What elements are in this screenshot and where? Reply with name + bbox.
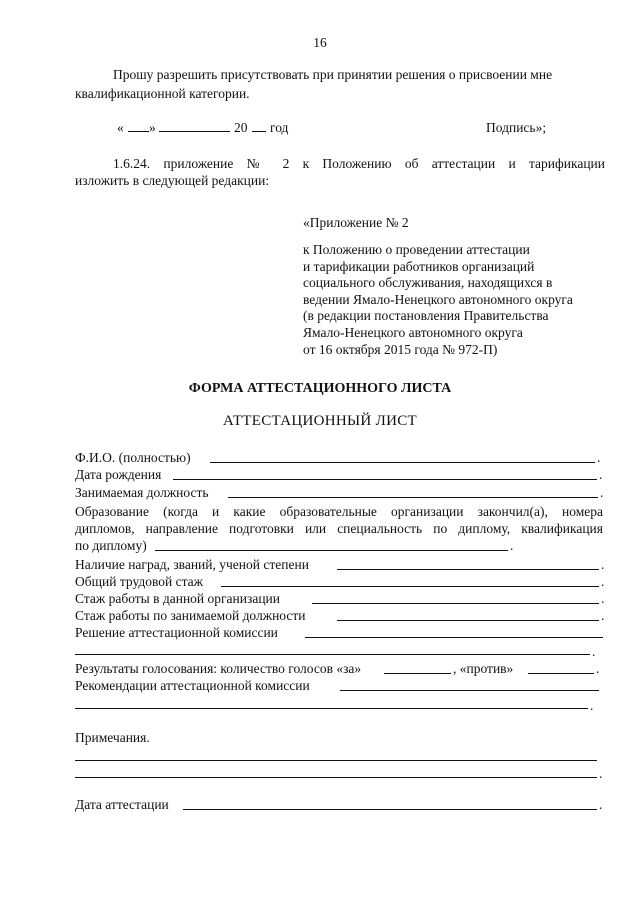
commission-decision-dot: . [592,644,596,659]
awards-field [75,556,605,573]
birth-date-input-line[interactable] [173,479,597,480]
commission-decision-input-line-2[interactable] [75,654,590,655]
org-experience-label: Стаж работы в данной организации [75,591,280,606]
total-experience-label: Общий трудовой стаж [75,574,203,589]
notes-label: Примечания. [75,730,150,745]
recommendations-input-line-2[interactable] [75,708,588,709]
recommendations-field [75,677,605,694]
appendix-line: к Положению о проведении аттестации [303,242,530,257]
attestation-date-label: Дата аттестации [75,797,169,812]
quote-close: » [149,120,156,135]
voting-against-label: , «против» [453,661,514,676]
appendix-line: (в редакции постановления Правительства [303,308,549,324]
education-input-line[interactable] [155,550,508,551]
commission-decision-field [75,624,605,641]
education-label-line2: дипломов, направление подготовки или специальность по диплому, квалификация [75,521,603,536]
position-field [75,484,605,501]
position-dot: . [600,485,604,500]
votes-for-input-line[interactable] [384,673,451,674]
recommendations-label: Рекомендации аттестационной комиссии [75,678,310,693]
attestation-date-dot: . [599,797,603,812]
votes-against-input-line[interactable] [528,673,594,674]
awards-dot: . [601,557,605,572]
page-number: 16 [313,35,327,50]
notes-dot: . [599,766,603,781]
recommendations-input-line[interactable] [340,690,599,691]
position-input-line[interactable] [228,497,598,498]
position-experience-input-line[interactable] [337,620,599,621]
notes-input-line-1[interactable] [75,760,597,761]
month-blank[interactable] [159,131,230,132]
total-experience-dot: . [601,574,605,589]
appendix-line: Ямало-Ненецкого автономного округа [303,324,523,340]
quote-open: « [117,120,124,135]
request-text-line1: Прошу разрешить присутствовать при принятии решения о присвоении мне [113,67,553,82]
education-field [75,537,605,554]
voting-results-label: Результаты голосования: количество голосов «за» [75,661,362,676]
appendix-line: социального обслуживания, находящихся в [303,275,553,291]
education-label-line1: Образование (когда и какие образовательные организации закончил(а), номера [75,504,603,519]
fio-dot: . [597,450,601,465]
request-text-line2: квалификационной категории. [75,86,250,101]
appendix-subtitle [303,241,573,357]
sheet-title: АТТЕСТАЦИОННЫЙ ЛИСТ [223,413,417,429]
fio-field [75,449,605,466]
year-word: год [270,120,289,135]
signature-label: Подпись»; [486,120,547,135]
position-label: Занимаемая должность [75,485,209,500]
org-experience-input-line[interactable] [312,603,599,604]
appendix-line: от 16 октября 2015 года № 972-П) [303,341,498,357]
position-experience-field [75,607,605,624]
commission-decision-label: Решение аттестационной комиссии [75,625,278,640]
recommendations-dot: . [590,698,594,713]
voting-results-field [75,660,605,677]
awards-label: Наличие наград, званий, ученой степени [75,557,309,572]
attestation-date-field [75,796,605,813]
appendix-title: «Приложение № 2 [303,215,409,230]
birth-date-label: Дата рождения [75,467,162,482]
year-blank[interactable] [252,131,266,132]
commission-decision-input-line[interactable] [305,637,603,638]
year-prefix: 20 [234,120,248,135]
appendix-line: и тарификации работников организаций [303,258,535,274]
amendment-line2: изложить в следующей редакции: [75,173,270,188]
appendix-line: ведении Ямало-Ненецкого автономного округа [303,291,573,307]
birth-date-field [75,466,605,483]
total-experience-input-line[interactable] [221,586,599,587]
birth-date-dot: . [599,467,603,482]
attestation-date-input-line[interactable] [183,809,597,810]
education-label-line3: по диплому) [75,538,147,553]
awards-input-line[interactable] [337,569,599,570]
position-experience-label: Стаж работы по занимаемой должности [75,608,306,623]
education-dot: . [510,538,514,553]
amendment-line1: 1.6.24. приложение № 2 к Положению об аттестации и тарификации [113,156,605,171]
org-experience-dot: . [601,591,605,606]
notes-input-line-2[interactable] [75,777,597,778]
fio-label: Ф.И.О. (полностью) [75,450,191,465]
voting-results-dot: . [596,661,600,676]
org-experience-field [75,590,605,607]
form-title: ФОРМА АТТЕСТАЦИОННОГО ЛИСТА [188,381,452,396]
position-experience-dot: . [601,608,605,623]
total-experience-field [75,573,605,590]
fio-input-line[interactable] [210,462,595,463]
day-blank[interactable] [128,131,149,132]
